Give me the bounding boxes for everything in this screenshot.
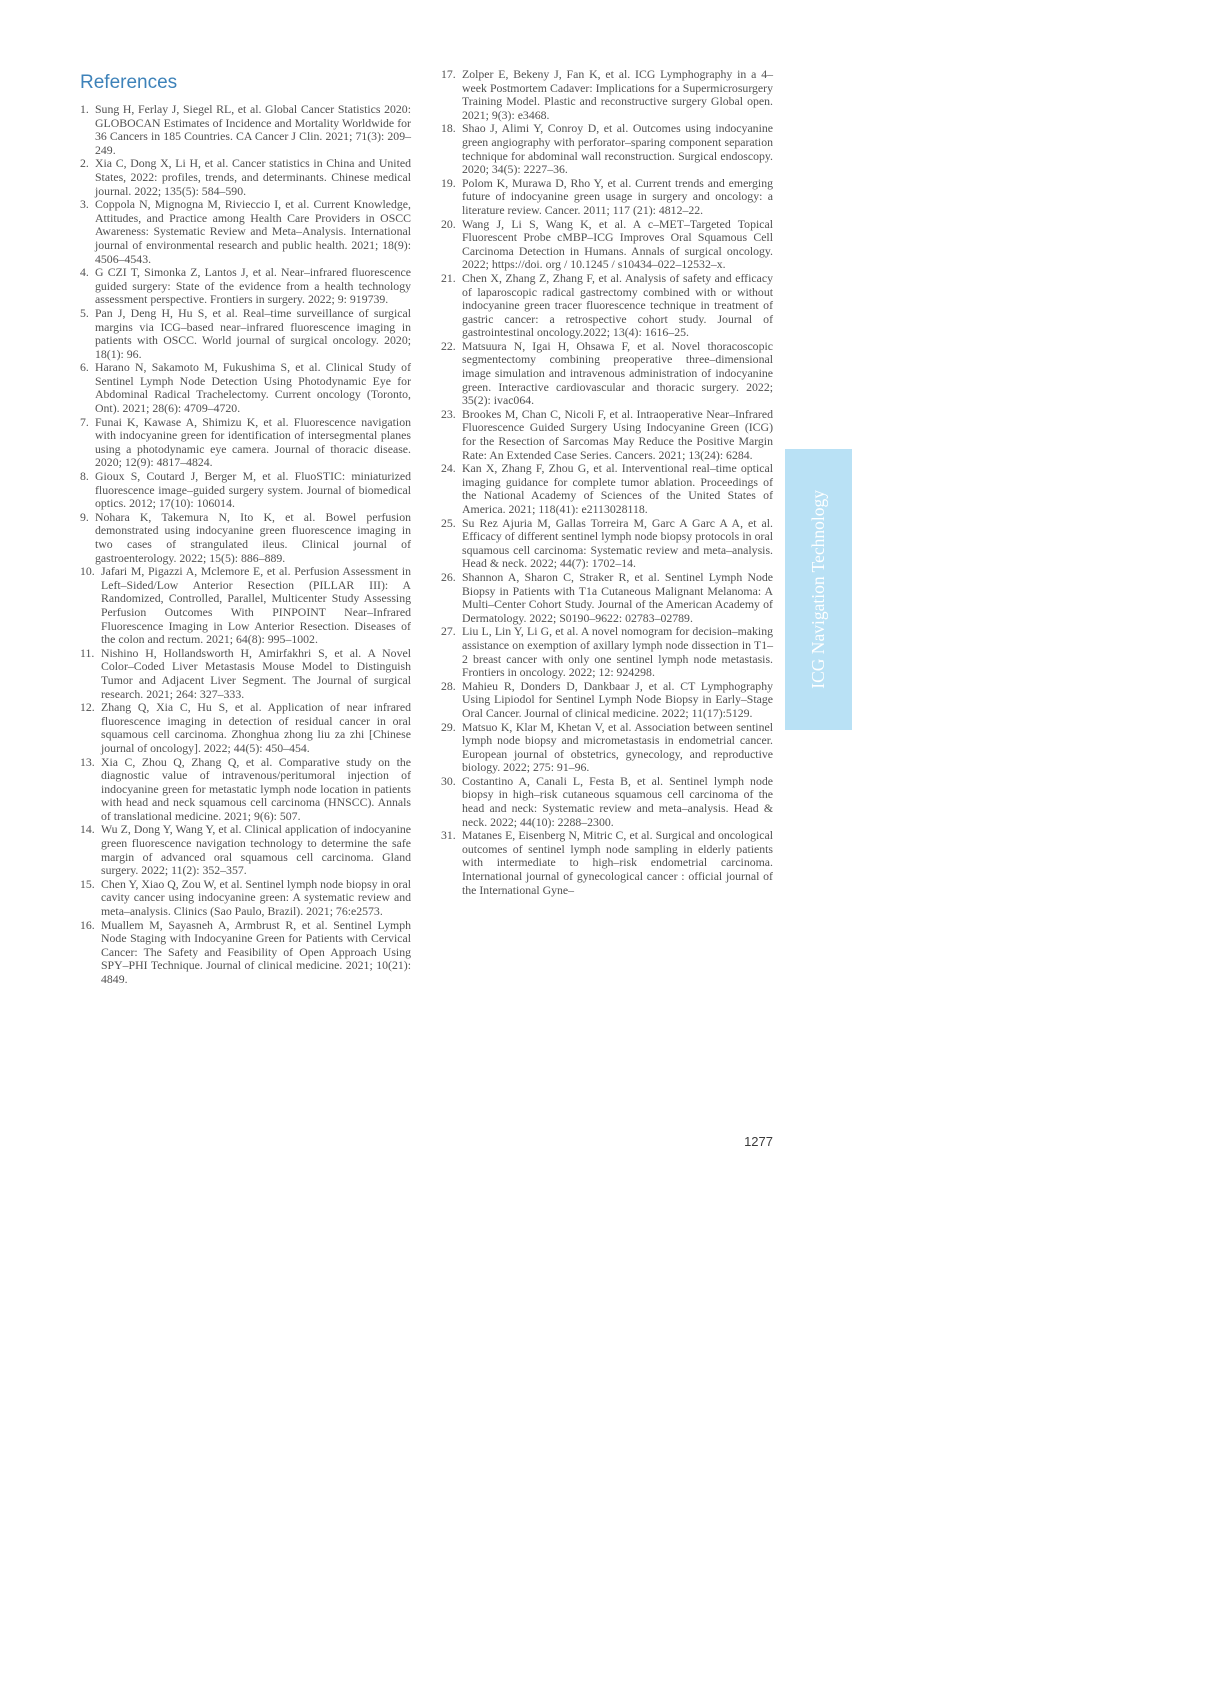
reference-text: Gioux S, Coutard J, Berger M, et al. FluoSTIC: miniaturized fluorescence image–guided surgery system. Journal of biomedical optics. 2012; 17(10): 106014. bbox=[95, 469, 411, 511]
reference-number: 9. bbox=[80, 509, 89, 524]
reference-number: 4. bbox=[80, 265, 89, 280]
reference-text: Matsuo K, Klar M, Khetan V, et al. Association between sentinel lymph node biopsy and micrometastasis in endometrial cancer. European journal of obstetrics, gynecology, and reproductive biology. 2022; 275: 91–96. bbox=[462, 719, 773, 775]
reference-number: 3. bbox=[80, 197, 89, 212]
reference-number: 29. bbox=[441, 719, 456, 734]
reference-item bbox=[441, 829, 773, 897]
reference-number: 30. bbox=[441, 773, 456, 788]
reference-text: Chen X, Zhang Z, Zhang F, et al. Analysis of safety and efficacy of laparoscopic radical gastrectomy combined with or without indocyanine green tracer fluorescence technique in treatment of gastric cancer: a retrospective cohort study. Journal of gastrointestinal oncology.2022; 13(4): 1616–25. bbox=[462, 270, 773, 340]
reference-item bbox=[441, 68, 773, 122]
reference-text: Polom K, Murawa D, Rho Y, et al. Current trends and emerging future of indocyanine green usage in surgery and oncology: a literature review. Cancer. 2011; 117 (21): 4812–22. bbox=[462, 175, 773, 217]
reference-item bbox=[441, 272, 773, 340]
reference-text: Sung H, Ferlay J, Siegel RL, et al. Global Cancer Statistics 2020: GLOBOCAN Estimates of Incidence and Mortality Worldwide for 36 Cancers in 185 Countries. CA Cancer J Clin. 2021; 71(3): 209–249. bbox=[95, 102, 411, 157]
reference-item bbox=[80, 756, 411, 824]
reference-number: 5. bbox=[80, 305, 89, 320]
reference-text: Nishino H, Hollandsworth H, Amirfakhri S, et al. A Novel Color–Coded Liver Metastasis Mouse Model to Distinguish Tumor and Adjacent Liver Segment. The Journal of surgical research. 2021; 264: 327–333. bbox=[101, 645, 411, 701]
reference-number: 23. bbox=[441, 406, 456, 421]
reference-text: G CZI T, Simonka Z, Lantos J, et al. Near–infrared fluorescence guided surgery: State of the evidence from a health technology assessment perspective. Frontiers in surgery. 2022; 9: 919739. bbox=[95, 265, 411, 307]
reference-text: Pan J, Deng H, Hu S, et al. Real–time surveillance of surgical margins via ICG–based near–infrared fluorescence imaging in patients with OSCC. World journal of surgical oncology. 2020; 18(1): 96. bbox=[95, 305, 411, 361]
reference-item bbox=[441, 625, 773, 679]
reference-number: 7. bbox=[80, 414, 89, 429]
reference-item bbox=[441, 517, 773, 571]
reference-number: 18. bbox=[441, 121, 456, 136]
reference-item bbox=[80, 361, 411, 415]
reference-item bbox=[80, 157, 411, 198]
reference-item bbox=[80, 701, 411, 755]
reference-number: 17. bbox=[441, 67, 456, 81]
reference-number: 14. bbox=[80, 822, 95, 837]
reference-text: Jafari M, Pigazzi A, Mclemore E, et al. Perfusion Assessment in Left–Sided/Low Anterior Resection (PILLAR III): A Randomized, Controlled, Parallel, Multicenter Study Assessing Perfusion Outcomes With PINPOINT Near–Infrared Fluorescence Imaging in Low Anterior Resection. Diseases of the colon and rectum. 2021; 64(8): 995–1002. bbox=[101, 564, 411, 647]
reference-text: Muallem M, Sayasneh A, Armbrust R, et al. Sentinel Lymph Node Staging with Indocyanine Green for Patients with Cervical Cancer: The Safety and Feasibility of Open Approach Using SPY–PHI Technique. Journal of clinical medicine. 2021; 10(21): 4849. bbox=[101, 917, 411, 986]
page-number: 1277 bbox=[744, 1134, 773, 1149]
reference-text: Matanes E, Eisenberg N, Mitric C, et al. Surgical and oncological outcomes of sentinel lymph node sampling in elderly patients with intermediate to high–risk endometrial carcinoma. International journal of gynecological cancer : official journal of the International Gyne– bbox=[462, 828, 773, 897]
side-tab-label: ICG Navigation Technology bbox=[808, 490, 828, 689]
reference-number: 27. bbox=[441, 624, 456, 639]
reference-text: Mahieu R, Donders D, Dankbaar J, et al. CT Lymphography Using Lipiodol for Sentinel Lymph Node Biopsy in Early–Stage Oral Cancer. Journal of clinical medicine. 2022; 11(17):5129. bbox=[462, 678, 773, 720]
reference-number: 15. bbox=[80, 876, 95, 891]
reference-number: 6. bbox=[80, 360, 89, 375]
reference-item bbox=[80, 647, 411, 701]
reference-text: Xia C, Dong X, Li H, et al. Cancer statistics in China and United States, 2022: profiles, trends, and determinants. Chinese medical journal. 2022; 135(5): 584–590. bbox=[95, 156, 411, 198]
reference-text: Wang J, Li S, Wang K, et al. A c–MET–Targeted Topical Fluorescent Probe cMBP–ICG Improves Oral Squamous Cell Carcinoma Detection in Humans. Annals of surgical oncology. 2022; https://doi. org / 10.1245 / s10434–022–12532–x. bbox=[462, 216, 773, 272]
reference-number: 16. bbox=[80, 917, 95, 932]
reference-text: Coppola N, Mignogna M, Rivieccio I, et al. Current Knowledge, Attitudes, and Practice among Health Care Providers in OSCC Awareness: Systematic Review and Meta–Analysis. International journal of environmental research and public health. 2021; 18(9): 4506–4543. bbox=[95, 197, 411, 266]
reference-text: Costantino A, Canali L, Festa B, et al. Sentinel lymph node biopsy in high–risk cutaneous squamous cell carcinoma of the head and neck: Systematic review and meta–analysis. Head & neck. 2022; 44(10): 2288–2300. bbox=[462, 773, 773, 829]
reference-text: Liu L, Lin Y, Li G, et al. A novel nomogram for decision–making assistance on exemption of axillary lymph node dissection in T1–2 breast cancer with only one sentinel lymph node metastasis. Frontiers in oncology. 2022; 12: 924298. bbox=[462, 624, 773, 680]
reference-item bbox=[80, 823, 411, 877]
reference-text: Funai K, Kawase A, Shimizu K, et al. Fluorescence navigation with indocyanine green for identification of intersegmental planes using a photodynamic eye camera. Journal of thoracic disease. 2020; 12(9): 4817–4824. bbox=[95, 414, 411, 470]
reference-item bbox=[80, 198, 411, 266]
reference-number: 26. bbox=[441, 569, 456, 584]
reference-text: Brookes M, Chan C, Nicoli F, et al. Intraoperative Near–Infrared Fluorescence Guided Surgery Using Indocyanine Green (ICG) for the Resection of Sarcomas May Reduce the Positive Margin Rate: An Extended Case Series. Cancers. 2021; 13(24): 6284. bbox=[462, 406, 773, 462]
reference-item bbox=[80, 919, 411, 987]
reference-number: 22. bbox=[441, 338, 456, 353]
reference-item bbox=[80, 565, 411, 647]
reference-item bbox=[441, 721, 773, 775]
reference-number: 13. bbox=[80, 754, 95, 769]
reference-item bbox=[441, 177, 773, 218]
reference-item bbox=[441, 680, 773, 721]
reference-item bbox=[80, 416, 411, 470]
reference-text: Zhang Q, Xia C, Hu S, et al. Application of near infrared fluorescence imaging in detection of residual cancer in oral squamous cell carcinoma. Zhonghua zhong liu za zhi [Chinese journal of oncology]. 2022; 44(5): 450–454. bbox=[101, 700, 411, 755]
reference-text: Shannon A, Sharon C, Straker R, et al. Sentinel Lymph Node Biopsy in Patients with T1a Cutaneous Malignant Melanoma: A Multi–Center Cohort Study. Journal of the American Academy of Dermatology. 2022; S0190–9622: 02783–02789. bbox=[462, 569, 773, 625]
reference-item bbox=[80, 266, 411, 307]
reference-number: 11. bbox=[80, 645, 95, 660]
reference-text: Nohara K, Takemura N, Ito K, et al. Bowel perfusion demonstrated using indocyanine green fluorescence imaging in two cases of strangulated ileus. Clinical journal of gastroenterology. 2022; 15(5): 886–889. bbox=[95, 509, 411, 565]
references-heading: References bbox=[80, 72, 178, 93]
reference-number: 24. bbox=[441, 461, 456, 476]
reference-text: Chen Y, Xiao Q, Zou W, et al. Sentinel lymph node biopsy in oral cavity cancer using indocyanine green: A systematic review and meta–analysis. Clinics (Sao Paulo, Brazil). 2021; 76:e2573. bbox=[101, 876, 411, 919]
reference-item bbox=[80, 307, 411, 361]
reference-list-right bbox=[441, 68, 773, 897]
reference-text: Harano N, Sakamoto M, Fukushima S, et al. Clinical Study of Sentinel Lymph Node Detection Using Photodynamic Eye for Abdominal Radical Trachelectomy. Current oncology (Toronto, Ont). 2021; 28(6): 4709–4720. bbox=[95, 360, 411, 416]
reference-item bbox=[441, 218, 773, 272]
reference-item bbox=[441, 462, 773, 516]
reference-text: Shao J, Alimi Y, Conroy D, et al. Outcomes using indocyanine green angiography with perforator–sparing component separation technique for abdominal wall reconstruction. Surgical endoscopy. 2020; 34(5): 2227–36. bbox=[462, 121, 773, 177]
reference-number: 28. bbox=[441, 678, 456, 693]
reference-text: Matsuura N, Igai H, Ohsawa F, et al. Novel thoracoscopic segmentectomy combining preoperative three–dimensional image simulation and intravenous administration of indocyanine green. Interactive cardiovascular and thoracic surgery. 2022; 35(2): ivac064. bbox=[462, 338, 773, 408]
left-column bbox=[80, 70, 411, 987]
reference-number: 8. bbox=[80, 469, 89, 484]
reference-item bbox=[80, 103, 411, 157]
reference-item bbox=[441, 340, 773, 408]
reference-text: Xia C, Zhou Q, Zhang Q, et al. Comparative study on the diagnostic value of intravenous/peritumoral injection of indocyanine green for metastatic lymph node location in patients with head and neck squamous cell carcinoma (HNSCC). Annals of translational medicine. 2021; 9(6): 507. bbox=[101, 754, 411, 823]
reference-number: 12. bbox=[80, 700, 95, 715]
reference-item bbox=[441, 571, 773, 625]
section-side-tab bbox=[785, 449, 852, 730]
reference-number: 19. bbox=[441, 175, 456, 190]
reference-text: Su Rez Ajuria M, Gallas Torreira M, Garc A Garc A A, et al. Efficacy of different sentinel lymph node biopsy protocols in oral squamous cell carcinoma: Systematic review and meta–analysis. Head & neck. 2022; 44(7): 1702–14. bbox=[462, 515, 773, 571]
reference-item bbox=[80, 878, 411, 919]
reference-text: Wu Z, Dong Y, Wang Y, et al. Clinical application of indocyanine green fluorescence navigation technology to determine the safe margin of advanced oral squamous cell carcinoma. Gland surgery. 2022; 11(2): 352–357. bbox=[101, 822, 411, 878]
reference-text: Zolper E, Bekeny J, Fan K, et al. ICG Lymphography in a 4–week Postmortem Cadaver: Implications for a Supermicrosurgery Training Model. Plastic and reconstructive surgery Global open. 2021; 9(3): e3468. bbox=[462, 67, 773, 122]
reference-list-left bbox=[80, 103, 411, 987]
reference-item bbox=[441, 122, 773, 176]
reference-item bbox=[80, 470, 411, 511]
reference-number: 1. bbox=[80, 102, 89, 116]
reference-number: 21. bbox=[441, 270, 456, 285]
reference-text: Kan X, Zhang F, Zhou G, et al. Interventional real–time optical imaging guidance for complete tumor ablation. Proceedings of the National Academy of Sciences of the United States of America. 2021; 118(41): e2113028118. bbox=[462, 461, 773, 516]
reference-number: 31. bbox=[441, 828, 456, 843]
reference-item bbox=[441, 408, 773, 462]
reference-item bbox=[441, 775, 773, 829]
reference-number: 25. bbox=[441, 515, 456, 530]
reference-number: 20. bbox=[441, 216, 456, 231]
reference-number: 2. bbox=[80, 156, 89, 171]
reference-number: 10. bbox=[80, 564, 95, 579]
reference-item bbox=[80, 511, 411, 565]
right-column bbox=[441, 68, 773, 897]
